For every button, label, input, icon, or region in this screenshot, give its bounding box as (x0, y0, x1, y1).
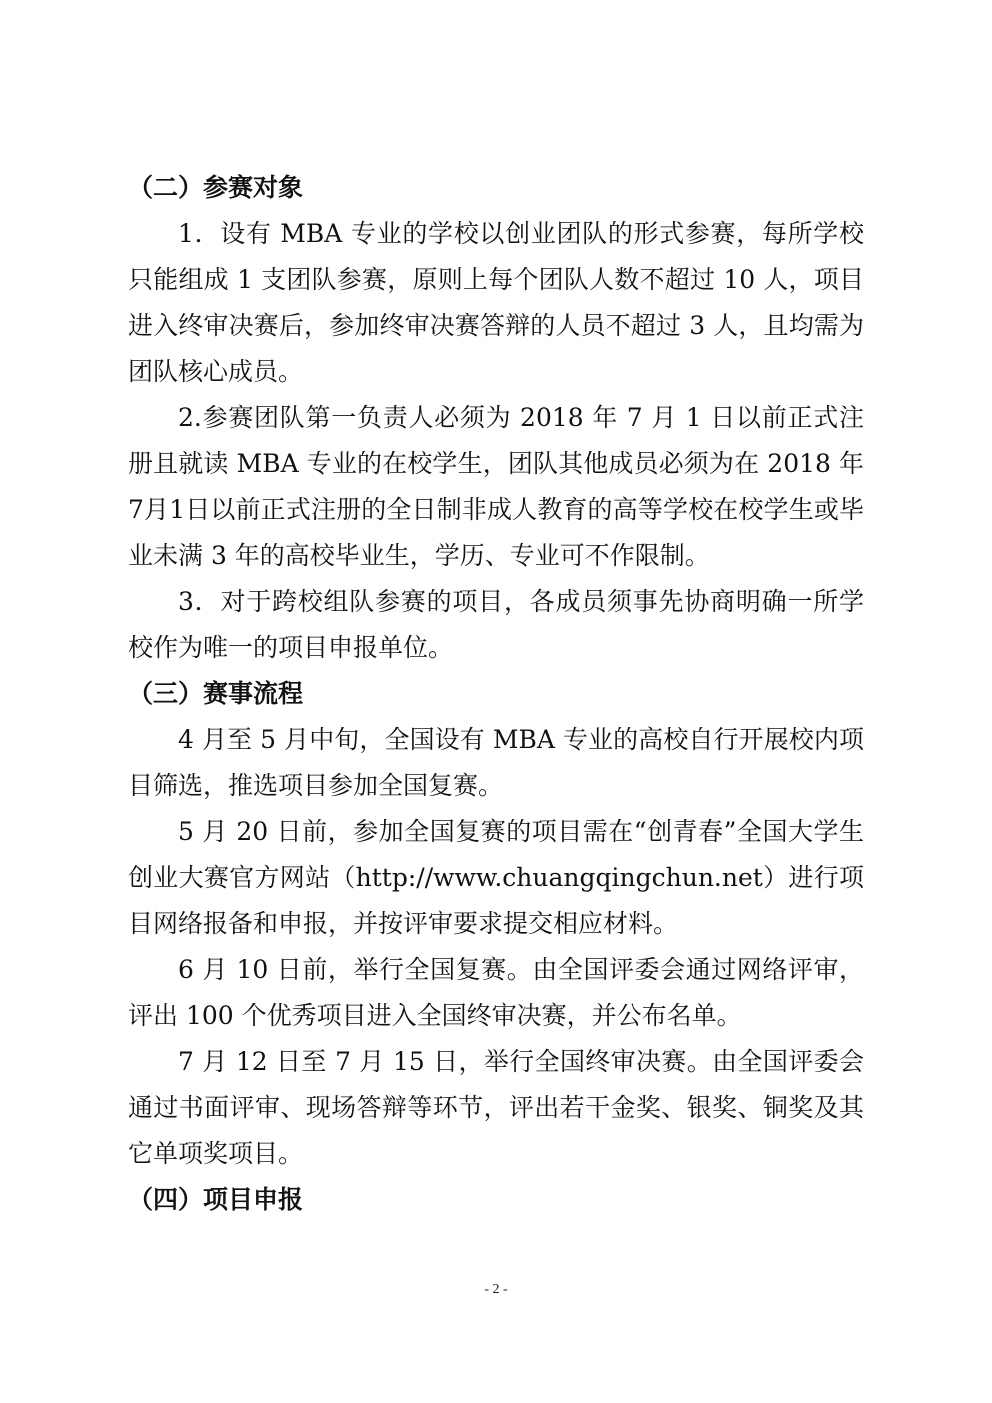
paragraph: 1．设有 MBA 专业的学校以创业团队的形式参赛，每所学校只能组成 1 支团队参赛，原则上每个团队人数不超过 10 人，项目进入终审决赛后，参加终审决赛答辩的人员不超过 3 人，且均需为团队核心成员。 (128, 219, 864, 386)
page-number: - 2 - (484, 1282, 508, 1297)
paragraph: 3．对于跨校组队参赛的项目，各成员须事先协商明确一所学校作为唯一的项目申报单位。 (128, 587, 864, 662)
paragraph: 7 月 12 日至 7 月 15 日，举行全国终审决赛。由全国评委会通过书面评审、现场答辩等环节，评出若干金奖、银奖、铜奖及其它单项奖项目。 (128, 1047, 864, 1168)
paragraph: 5 月 20 日前，参加全国复赛的项目需在“创青春”全国大学生创业大赛官方网站（http://www.chuangqingchun.net）进行项目网络报备和申报，并按评审要求提交相应材料。 (128, 817, 864, 938)
document-body (128, 165, 864, 1223)
paragraph: 2.参赛团队第一负责人必须为 2018 年 7 月 1 日以前正式注册且就读 MBA 专业的在校学生，团队其他成员必须为在 2018 年7月1日以前正式注册的全日制非成人教育的高等学校在校学生或毕业未满 3 年的高校毕业生，学历、专业可不作限制。 (128, 403, 864, 570)
paragraph: 6 月 10 日前，举行全国复赛。由全国评委会通过网络评审，评出 100 个优秀项目进入全国终审决赛，并公布名单。 (128, 955, 864, 1030)
section-heading-application: （四）项目申报 (128, 1185, 304, 1214)
section-heading-participants: （二）参赛对象 (128, 173, 304, 202)
section-heading-process: （三）赛事流程 (128, 679, 304, 708)
paragraph: 4 月至 5 月中旬，全国设有 MBA 专业的高校自行开展校内项目筛选，推选项目参加全国复赛。 (128, 725, 864, 800)
